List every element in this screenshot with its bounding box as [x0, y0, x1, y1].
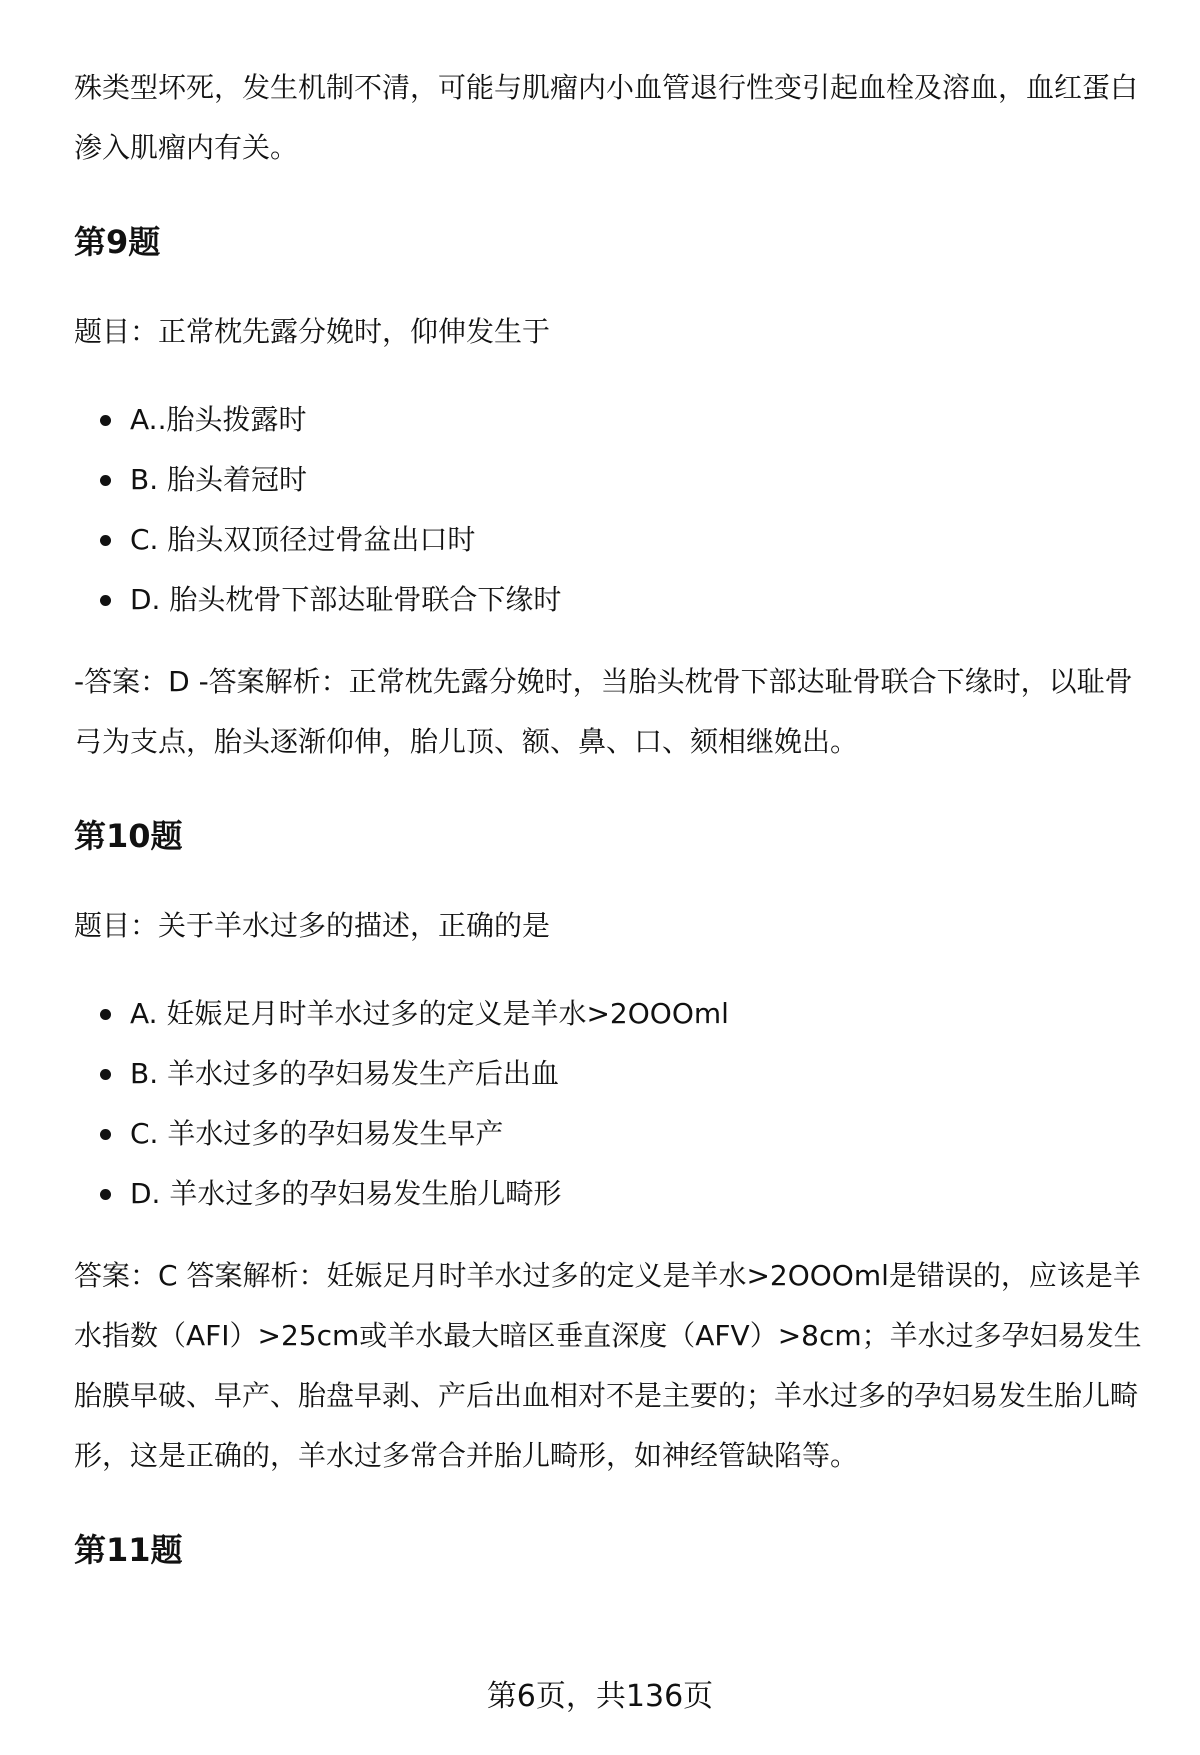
question-heading: 第9题 [74, 223, 161, 261]
option-text: C. 羊水过多的孕妇易发生早产 [130, 1117, 504, 1150]
option-item [74, 1104, 1146, 1164]
bullet-icon [100, 475, 111, 486]
question-heading-11: 第11题 [74, 1531, 183, 1569]
document-content [74, 58, 1146, 1580]
option-text: B. 胎头着冠时 [130, 463, 308, 496]
option-item [74, 570, 1146, 630]
bullet-icon [100, 1009, 111, 1020]
bullet-icon [100, 1069, 111, 1080]
question-stem: 题目：关于羊水过多的描述，正确的是 [74, 909, 551, 942]
answer-explanation: 答案：C 答案解析：妊娠足月时羊水过多的定义是羊水>2OOOml是错误的，应该是羊水指数（AFI）>25cm或羊水最大暗区垂直深度（AFV）>8cm；羊水过多孕妇易发生胎膜早破、早产、胎盘早剥、产后出血相对不是主要的；羊水过多的孕妇易发生胎儿畸形，这是正确的，羊水过多常合并胎儿畸形，如神经管缺陷等。 [74, 1259, 1142, 1472]
question-stem: 题目：正常枕先露分娩时，仰伸发生于 [74, 315, 551, 348]
bullet-icon [100, 595, 111, 606]
question-10 [74, 806, 1146, 1486]
option-text: D. 胎头枕骨下部达耻骨联合下缘时 [130, 583, 562, 616]
bullet-icon [100, 535, 111, 546]
option-text: A. 妊娠足月时羊水过多的定义是羊水>2OOOml [130, 997, 729, 1030]
option-text: A..胎头拨露时 [130, 403, 307, 436]
question-9 [74, 212, 1146, 772]
option-text: C. 胎头双顶径过骨盆出口时 [130, 523, 476, 556]
option-text: B. 羊水过多的孕妇易发生产后出血 [130, 1057, 560, 1090]
intro-paragraph: 殊类型坏死，发生机制不清，可能与肌瘤内小血管退行性变引起血栓及溶血，血红蛋白渗入肌瘤内有关。 [74, 71, 1139, 164]
option-list [74, 984, 1146, 1224]
question-heading: 第10题 [74, 817, 183, 855]
option-item [74, 450, 1146, 510]
option-item [74, 390, 1146, 450]
option-list [74, 390, 1146, 630]
option-item [74, 984, 1146, 1044]
page-number-footer: 第6页，共136页 [486, 1679, 714, 1714]
option-item [74, 510, 1146, 570]
answer-explanation: -答案：D -答案解析：正常枕先露分娩时，当胎头枕骨下部达耻骨联合下缘时，以耻骨弓为支点，胎头逐渐仰伸，胎儿顶、额、鼻、口、颏相继娩出。 [74, 665, 1133, 758]
option-item [74, 1164, 1146, 1224]
bullet-icon [100, 415, 111, 426]
bullet-icon [100, 1129, 111, 1140]
option-text: D. 羊水过多的孕妇易发生胎儿畸形 [130, 1177, 562, 1210]
option-item [74, 1044, 1146, 1104]
bullet-icon [100, 1189, 111, 1200]
